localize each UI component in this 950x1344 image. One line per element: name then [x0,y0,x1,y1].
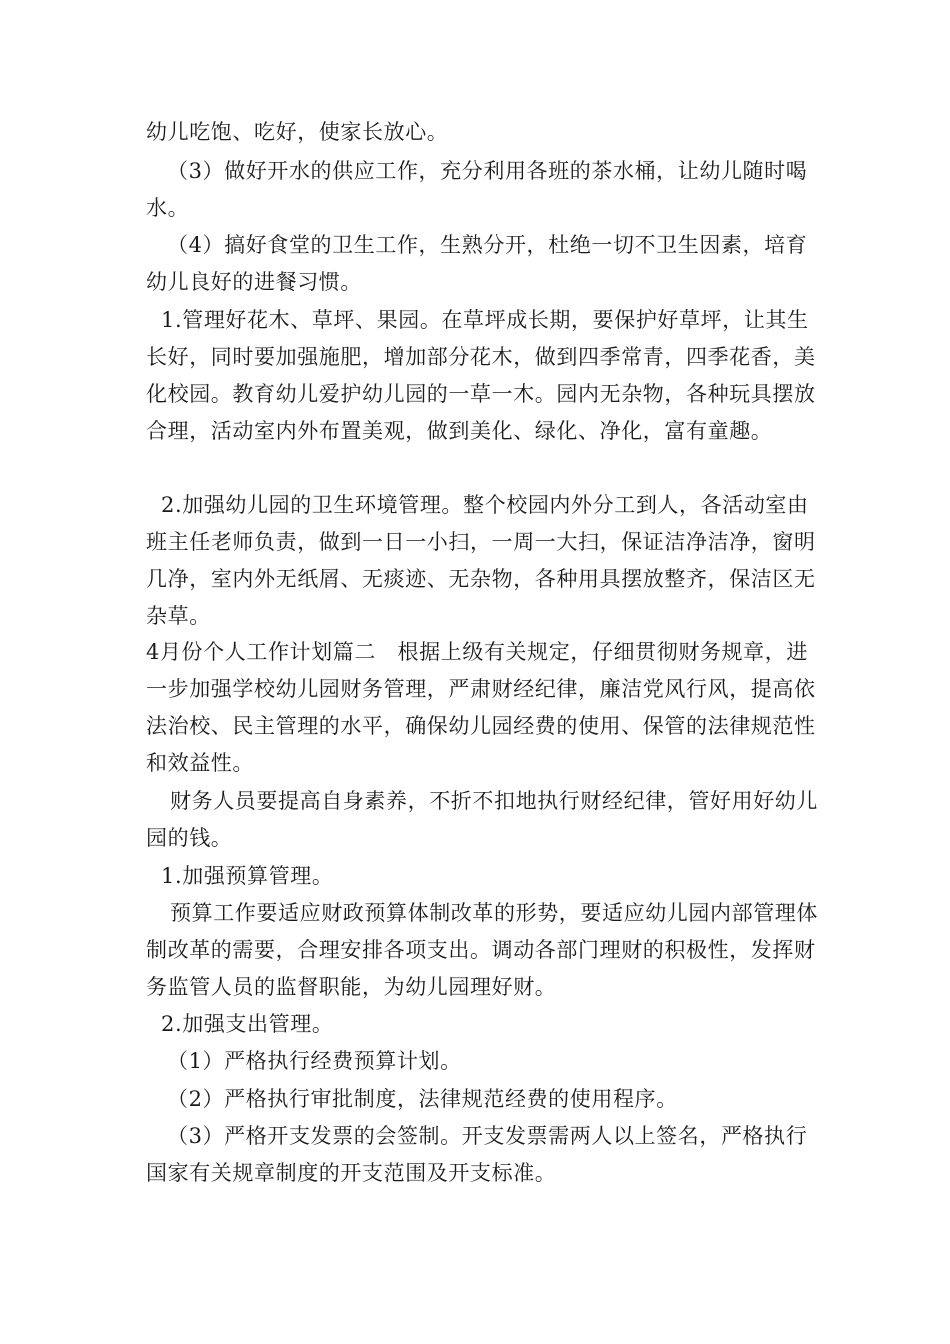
paragraph: （4）搞好食堂的卫生工作，生熟分开，杜绝一切不卫生因素，培育幼儿良好的进餐习惯。 [146,233,808,294]
paragraph: 1.管理好花木、草坪、果园。在草坪成长期，要保护好草坪，让其生长好，同时要加强施肥，增加部分花木，做到四季常青，四季花香，美化校园。教育幼儿爱护幼儿园的一草一木。园内无杂物，各种玩具摆放合理，活动室内外布置美观，做到美化、绿化、净化，富有童趣。 [146,308,816,443]
paragraph: 1.加强预算管理。 [161,864,334,888]
paragraph: （2）严格执行审批制度，法律规范经费的使用程序。 [167,1087,678,1111]
paragraph: 财务人员要提高自身素养，不折不扣地执行财经纪律，管好用好幼儿园的钱。 [146,789,818,850]
paragraph: 2.加强幼儿园的卫生环境管理。整个校园内外分工到人，各活动室由班主任老师负责，做到一日一小扫，一周一大扫，保证洁净洁净，窗明几净，室内外无纸屑、无痰迹、无杂物，各种用具摆放整齐，保洁区无杂草。 [146,493,816,628]
paragraph: 幼儿吃饱、吃好，使家长放心。 [146,120,449,144]
paragraph: 预算工作要适应财政预算体制改革的形势，要适应幼儿园内部管理体制改革的需要，合理安排各项支出。调动各部门理财的积极性，发挥财务监管人员的监督职能，为幼儿园理好财。 [146,901,818,999]
paragraph: （1）严格执行经费预算计划。 [167,1049,462,1073]
paragraph: 2.加强支出管理。 [161,1012,334,1036]
paragraph: 4月份个人工作计划篇二 根据上级有关规定，仔细贯彻财务规章，进一步加强学校幼儿园财务管理，严肃财经纪律，廉洁党风行风，提高依法治校、民主管理的水平，确保幼儿园经费的使用、保管的法律规范性和效益性。 [146,640,816,775]
paragraph: （3）严格开支发票的会签制。开支发票需两人以上签名，严格执行国家有关规章制度的开支范围及开支标准。 [146,1124,808,1185]
paragraph: （3）做好开水的供应工作，充分利用各班的茶水桶，让幼儿随时喝水。 [146,159,808,220]
